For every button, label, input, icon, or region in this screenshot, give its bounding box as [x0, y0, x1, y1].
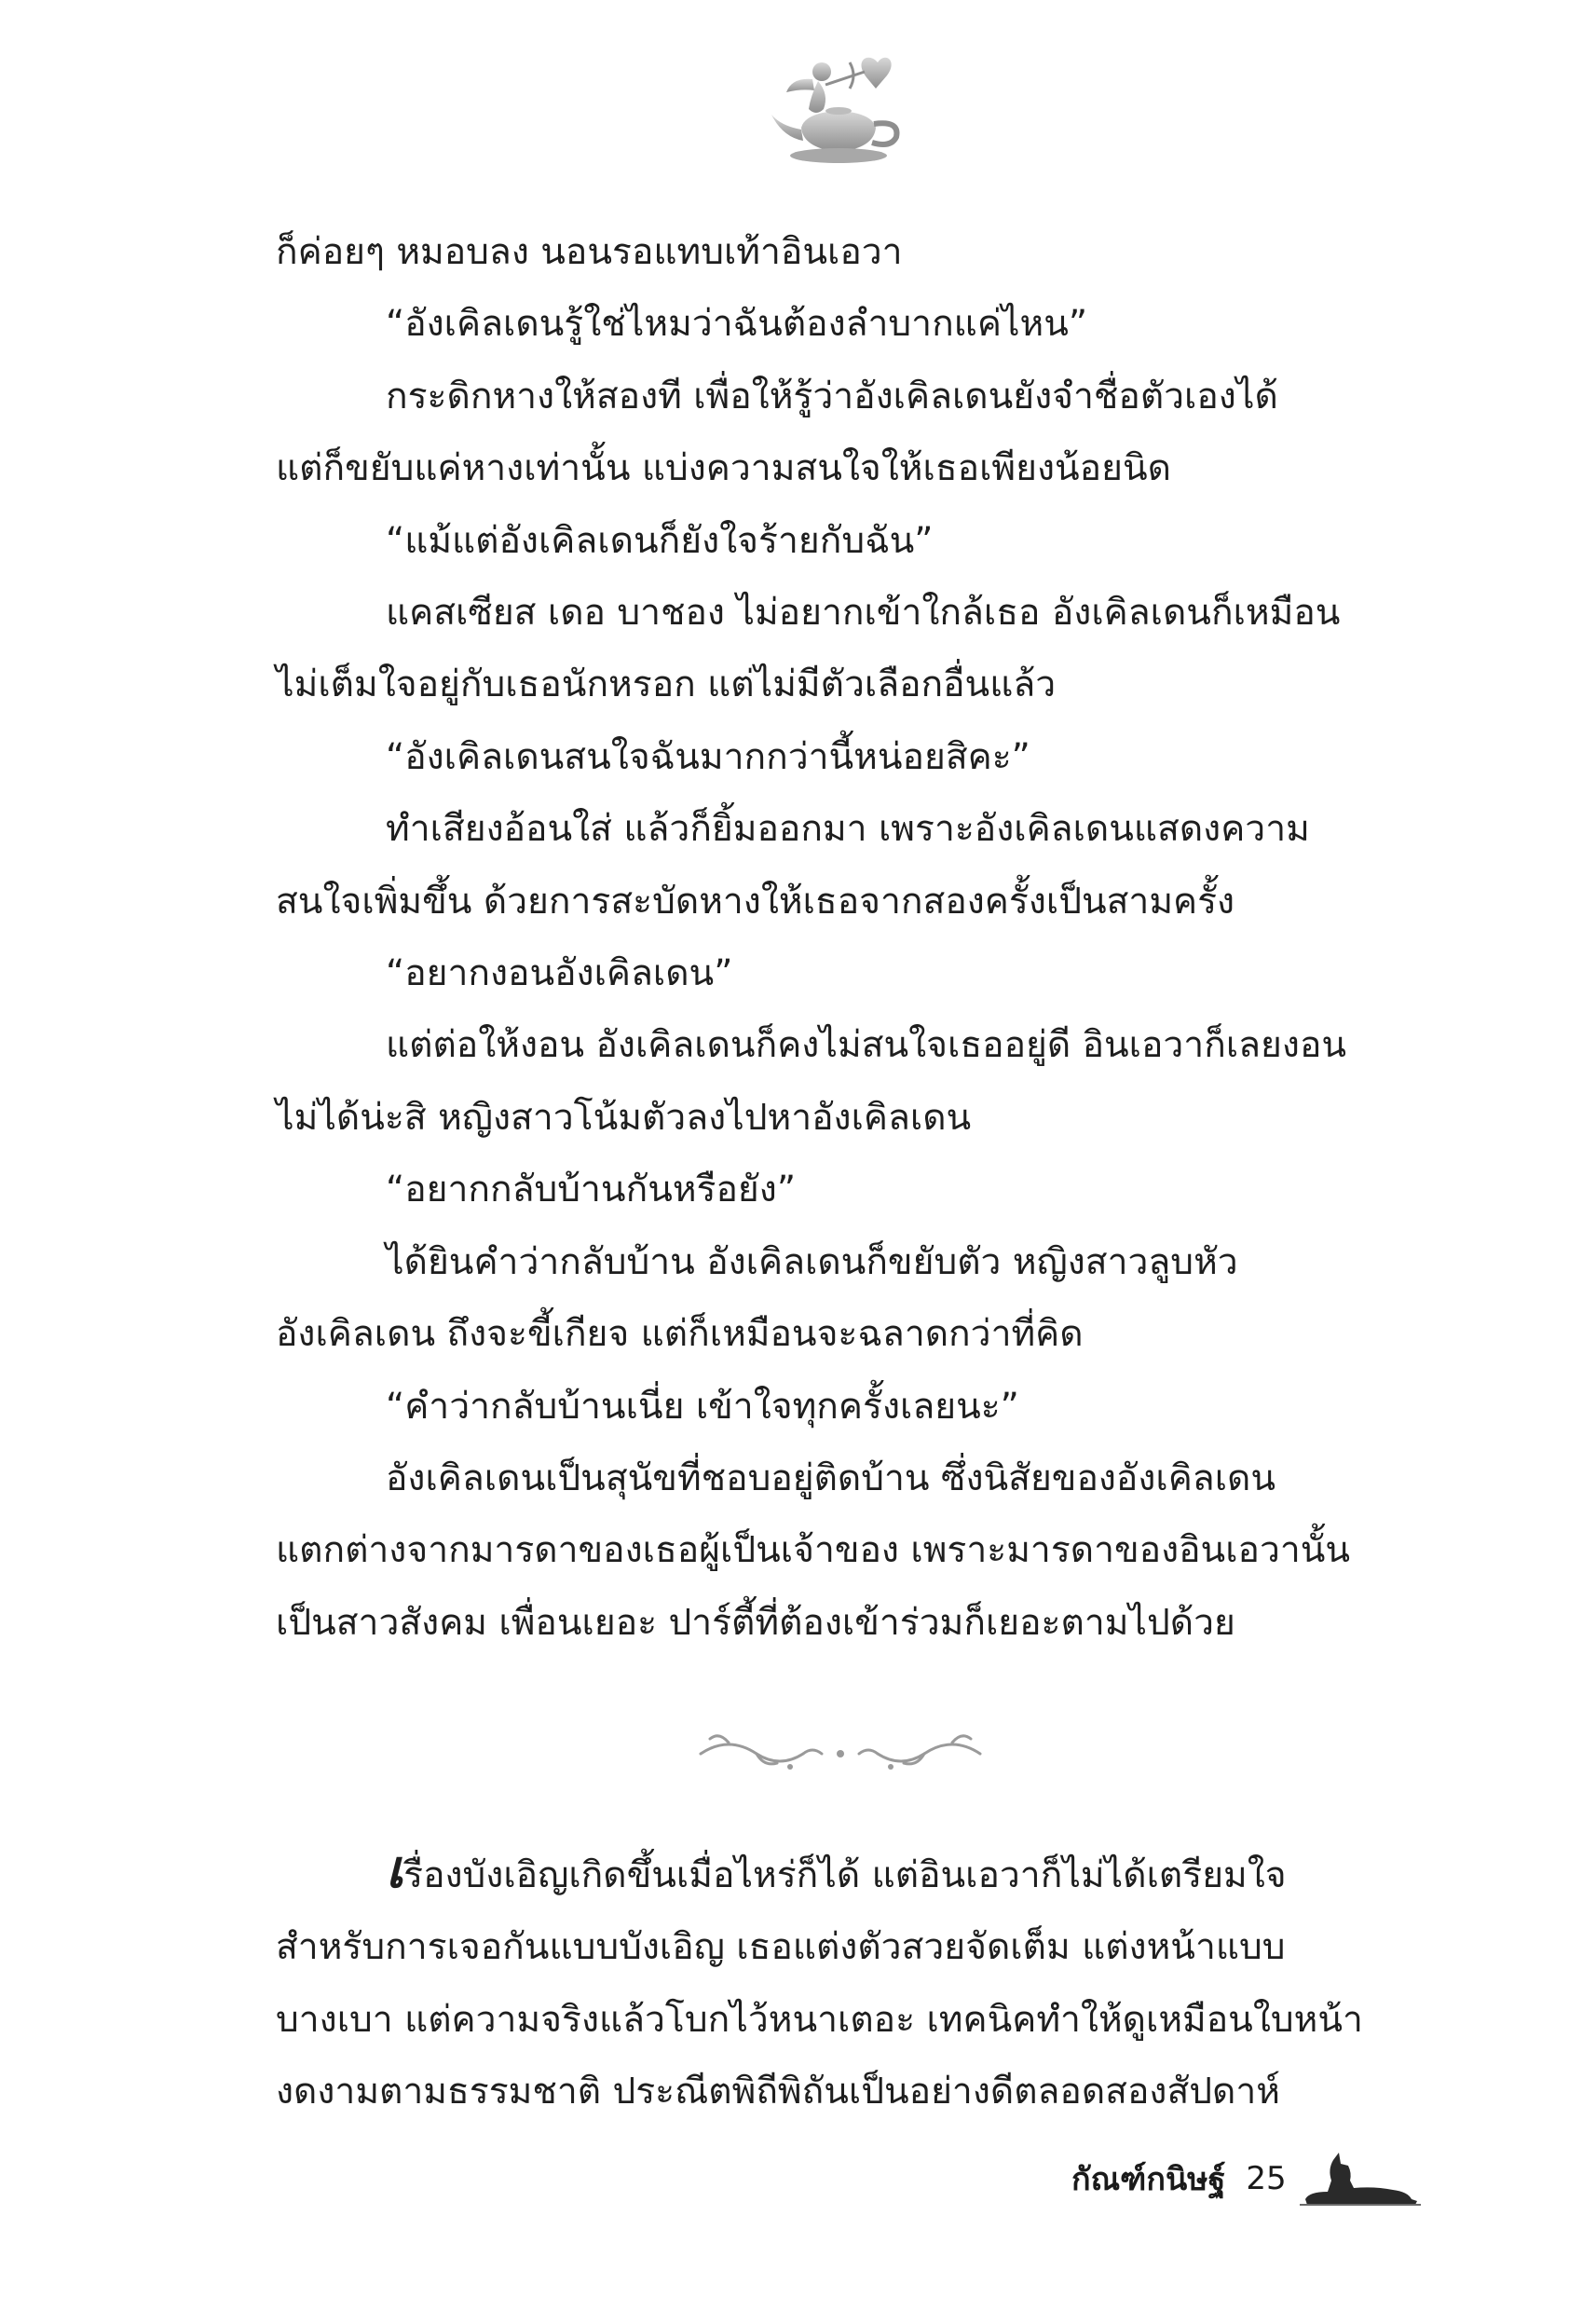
text-line: สำหรับการเจอกันแบบบังเอิญ เธอแต่งตัวสวยจัดเต็ม แต่งหน้าแบบ — [276, 1926, 1286, 1969]
text-line: อังเคิลเดน ถึงจะขี้เกียจ แต่ก็เหมือนจะฉลาดกว่าที่คิด — [276, 1313, 1084, 1356]
text-line: “อังเคิลเดนรู้ใช่ไหมว่าฉันต้องลำบากแค่ไหน” — [386, 303, 1088, 346]
text-line: แต่ก็ขยับแค่หางเท่านั้น แบ่งความสนใจให้เธอเพียงน้อยนิด — [276, 447, 1171, 490]
text-line: กระดิกหางให้สองที เพื่อให้รู้ว่าอังเคิลเดนยังจำชื่อตัวเองได้ — [386, 375, 1278, 417]
text-line: “แม้แต่อังเคิลเดนก็ยังใจร้ายกับฉัน” — [386, 519, 934, 562]
text-line-first — [276, 1834, 1414, 1911]
text-line: สนใจเพิ่มขึ้น ด้วยการสะบัดหางให้เธอจากสองครั้งเป็นสามครั้ง — [276, 880, 1235, 923]
cupid-teapot-ornament-icon — [764, 51, 913, 172]
page-number: 25 — [1246, 2160, 1287, 2197]
text-line: แตกต่างจากมารดาของเธอผู้เป็นเจ้าของ เพราะมารดาของอินเอวานั้น — [276, 1529, 1351, 1572]
text-line: รื่องบังเอิญเกิดขึ้นเมื่อไหร่ก็ได้ แต่อินเอวาก็ไม่ได้เตรียมใจ — [403, 1854, 1287, 1896]
text-line: “อยากงอนอังเคิลเดน” — [386, 952, 733, 995]
section-text — [276, 1834, 1414, 2128]
drop-cap: เ — [386, 1839, 404, 1900]
text-line: ไม่เต็มใจอยู่กับเธอนักหรอก แต่ไม่มีตัวเลือกอื่นแล้ว — [276, 663, 1057, 706]
body-text — [276, 216, 1414, 1659]
text-line: ทำเสียงอ้อนใส่ แล้วก็ยิ้มออกมา เพราะอังเคิลเดนแสดงความ — [386, 808, 1310, 851]
text-line: “อังเคิลเดนสนใจฉันมากกว่านี้หน่อยสิคะ” — [386, 735, 1030, 778]
text-line: เป็นสาวสังคม เพื่อนเยอะ ปาร์ตี้ที่ต้องเข้าร่วมก็เยอะตามไปด้วย — [276, 1601, 1235, 1644]
text-line: ไม่ได้น่ะสิ หญิงสาวโน้มตัวลงไปหาอังเคิลเดน — [276, 1096, 972, 1139]
book-title: กัณฑ์กนิษฐ์ — [1071, 2161, 1226, 2198]
text-line: งดงามตามธรรมชาติ ประณีตพิถีพิถันเป็นอย่างดีตลอดสองสัปดาห์ — [276, 2071, 1280, 2113]
page-footer — [1071, 2141, 1463, 2216]
text-line: “อยากกลับบ้านกันหรือยัง” — [386, 1169, 797, 1211]
text-line: อังเคิลเดนเป็นสุนัขที่ชอบอยู่ติดบ้าน ซึ่งนิสัยของอังเคิลเดน — [386, 1456, 1276, 1499]
text-line: แต่ต่อให้งอน อังเคิลเดนก็คงไม่สนใจเธออยู่ดี อินเอวาก็เลยงอน — [386, 1024, 1347, 1067]
flourish-divider-icon — [691, 1726, 989, 1782]
text-line: “คำว่ากลับบ้านเนี่ย เข้าใจทุกครั้งเลยนะ” — [386, 1385, 1019, 1428]
text-line: ก็ค่อยๆ หมอบลง นอนรอแทบเท้าอินเอวา — [276, 231, 903, 273]
lying-dog-icon — [1300, 2149, 1421, 2208]
text-line: ได้ยินคำว่ากลับบ้าน อังเคิลเดนก็ขยับตัว หญิงสาวลูบหัว — [386, 1240, 1238, 1283]
text-line: บางเบา แต่ความจริงแล้วโบกไว้หนาเตอะ เทคนิคทำให้ดูเหมือนใบหน้า — [276, 1998, 1363, 2041]
text-line: แคสเซียส เดอ บาชอง ไม่อยากเข้าใกล้เธอ อังเคิลเดนก็เหมือน — [386, 592, 1341, 635]
